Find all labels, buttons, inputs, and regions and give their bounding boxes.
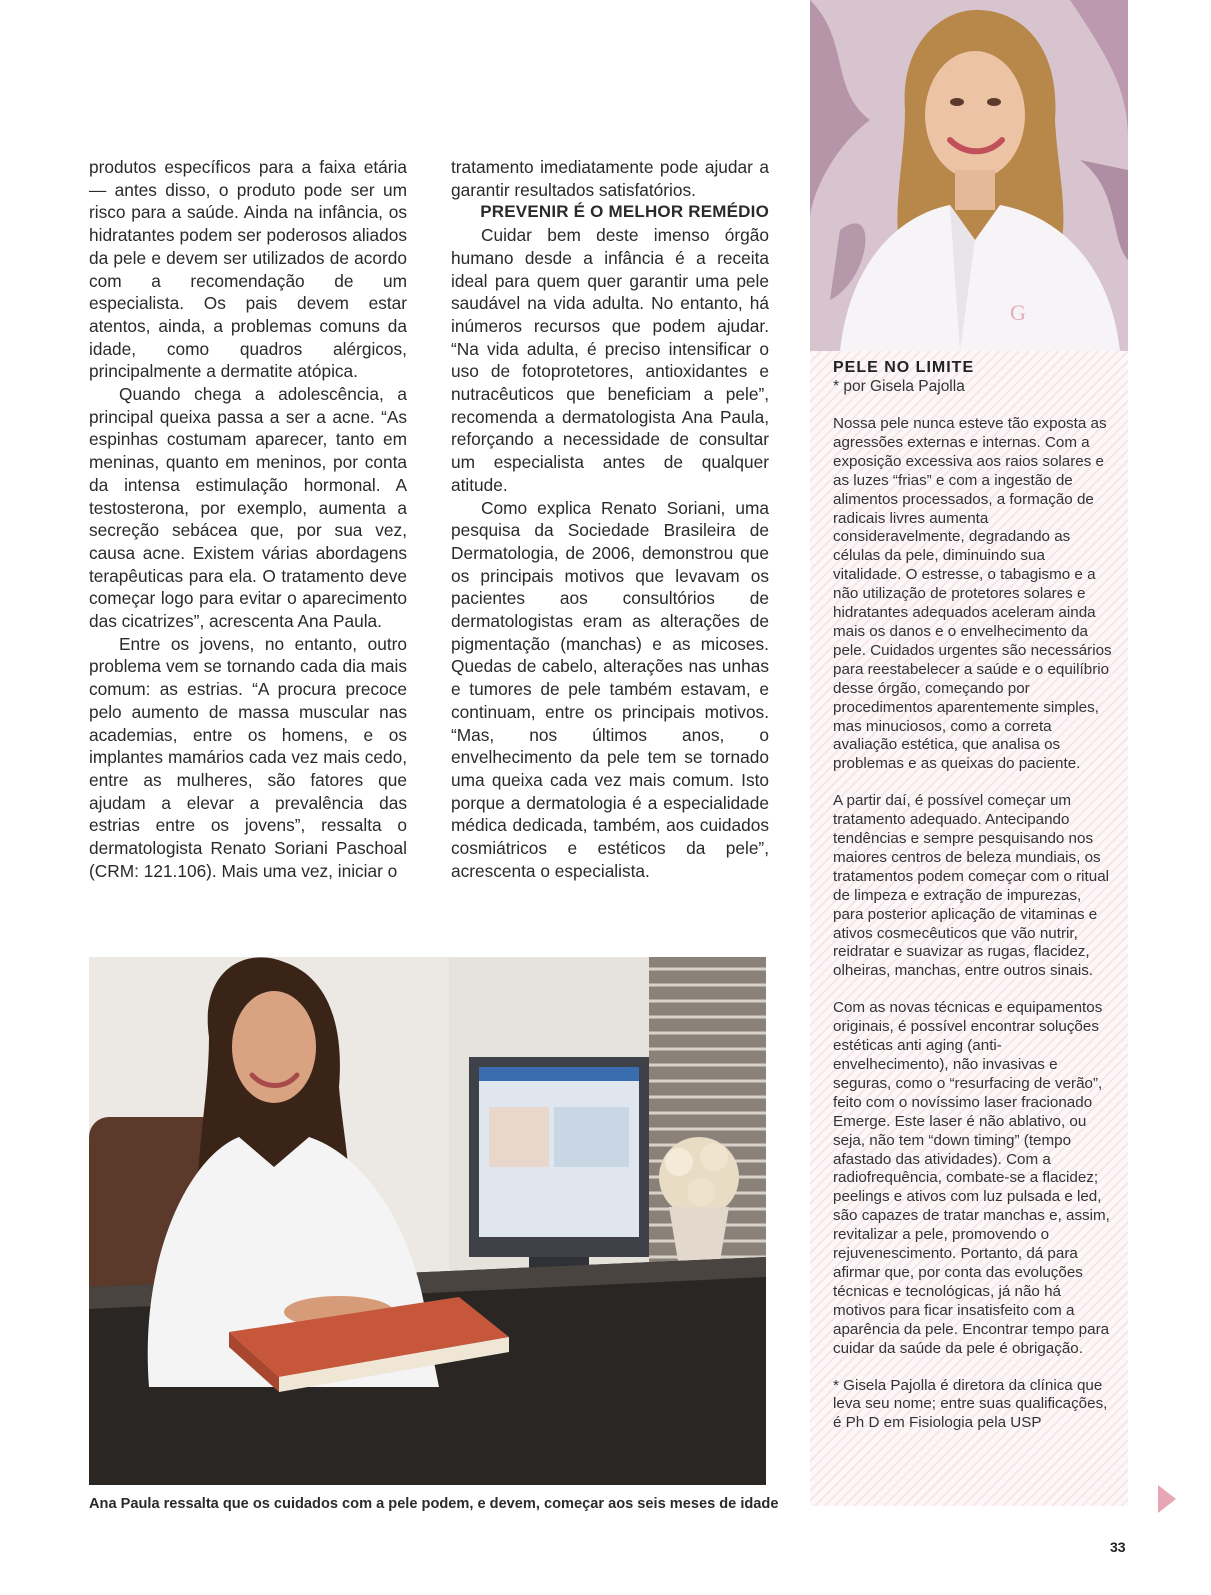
sidebar-paragraph-4: * Gisela Pajolla é diretora da clínica que leva seu nome; entre suas qualificações, é Ph D em Fisiologia pela USP <box>833 1376 1108 1432</box>
sidebar-paragraph-3: Com as novas técnicas e equipamentos originais, é possível encontrar soluções estéticas anti aging (anti-envelhecimento), não invasivas e seguras, como o “resurfacing de verão”, feito com o novíssimo laser fracionado Emerge. Este laser é não ablativo, ou seja, não tem “down timing” (tempo afastado das atividades). Com a radiofrequência, combate-se a flacidez; peelings e ativos com luz pulsada e led, são capazes de tratar manchas e, assim, revitalizar a pele, promovendo o rejuvenescimento. Portanto, dá para afirmar que, por conta das evoluções técnicas e tecnológicas, já não há motivos para ficar insatisfeito com a aparência da pele. Encontrar tempo para cuidar da saúde da pele é obrigação. <box>833 999 1110 1357</box>
sidebar-paragraph-1: Nossa pele nunca esteve tão exposta as agressões externas e internas. Com a exposição excessiva aos raios solares e as luzes “frias” e com a ingestão de alimentos processados, a formação de radicais livres aumenta consideravelmente, degradando as células da pele, diminuindo sua vitalidade. O estresse, o tabagismo e a não utilização de protetores solares e hidratantes adequados aceleram ainda mais os danos e o envelhecimento da pele. Cuidados urgentes são necessários para reestabelecer a saúde e o equilíbrio desse órgão, começando por procedimentos aparentemente simples, mas minuciosos, como a correta avaliação estética, que analisa os problemas e as queixas do paciente. <box>833 415 1112 773</box>
sidebar-title: PELE NO LIMITE <box>833 359 975 376</box>
next-page-arrow-icon <box>1158 1485 1176 1513</box>
col2-paragraph-2: Cuidar bem deste imenso órgão humano desde a infância é a receita ideal para quem quer garantir uma pele saudável na vida adulta. No entanto, há inúmeros recursos que podem ajudar. “Na vida adulta, é preciso intensificar o uso de fotoprotetores, antioxidantes e nutracêuticos que beneficiam a pele”, recomenda a dermatologista Ana Paula, reforçando a necessidade de consultar um especialista antes de qualquer atitude. <box>451 225 769 495</box>
col1-paragraph-1: produtos específicos para a faixa etária — antes disso, o produto pode ser um risco para a saúde. Ainda na infância, os hidratantes podem ser poderosos aliados da pele e devem ser utilizados de acordo com a recomendação de um especialista. Os pais devem estar atentos, ainda, a problemas comuns da idade, como quadros alérgicos, principalmente a dermatite atópica. <box>89 157 407 382</box>
section-subhead: PREVENIR É O MELHOR REMÉDIO <box>480 202 769 222</box>
office-photo-ana-paula <box>89 957 766 1485</box>
svg-text:G: G <box>1010 300 1026 325</box>
portrait-photo-gisela <box>810 0 1128 351</box>
sidebar-text <box>833 415 1113 1451</box>
col2-paragraph-3: Como explica Renato Soriani, uma pesquisa da Sociedade Brasileira de Dermatologia, de 2006, demonstrou que os principais motivos que levavam os pacientes aos consultórios de dermatologistas eram as alterações de pigmentação (manchas) e as micoses. Quedas de cabelo, alterações nas unhas e tumores de pele também estavam, e continuam, entre os principais motivos. “Mas, nos últimos anos, o envelhecimento da pele tem se tornado uma queixa cada vez mais comum. Isto porque a dermatologia é a especialidade médica dedicada, também, aos cuidados cosmiátricos e estéticos da pele”, acrescenta o especialista. <box>451 497 769 881</box>
photo-caption: Ana Paula ressalta que os cuidados com a pele podem, e devem, começar aos seis meses de idade <box>89 1496 779 1512</box>
sidebar-byline: * por Gisela Pajolla <box>833 378 965 395</box>
col1-paragraph-2: Quando chega a adolescência, a principal queixa passa a ser a acne. “As espinhas costumam aparecer, tanto em meninas, quanto em meninos, por conta da intensa estimulação hormonal. A testosterona, por exemplo, aumenta a secreção sebácea que, por sua vez, causa acne. Existem várias abordagens terapêuticas para ela. O tratamento deve começar logo para evitar o aparecimento das cicatrizes”, acrescenta Ana Paula. <box>89 384 407 632</box>
page-number: 33 <box>1110 1539 1126 1555</box>
col2-paragraph-1: tratamento imediatamente pode ajudar a garantir resultados satisfatórios. <box>451 157 769 200</box>
col1-paragraph-3: Entre os jovens, no entanto, outro problema vem se tornando cada dia mais comum: as estrias. “A procura precoce pelo aumento de massa muscular nas academias, entre os homens, e os implantes mamários cada vez mais cedo, entre as mulheres, são fatores que ajudam a elevar a prevalência das estrias entre os jovens”, ressalta o dermatologista Renato Soriani Paschoal (CRM: 121.106). Mais uma vez, iniciar o <box>89 633 407 881</box>
sidebar-paragraph-2: A partir daí, é possível começar um tratamento adequado. Antecipando tendências e sempre pesquisando nos maiores centros de beleza mundiais, os tratamentos podem começar com o ritual de limpeza e extração de impurezas, para posterior aplicação de vitaminas e ativos cosmecêuticos que vão nutrir, reidratar e suavizar as rugas, flacidez, olheiras, manchas, entre outros sinais. <box>833 792 1110 980</box>
article-column-1 <box>89 156 407 883</box>
article-column-2 <box>451 156 769 883</box>
